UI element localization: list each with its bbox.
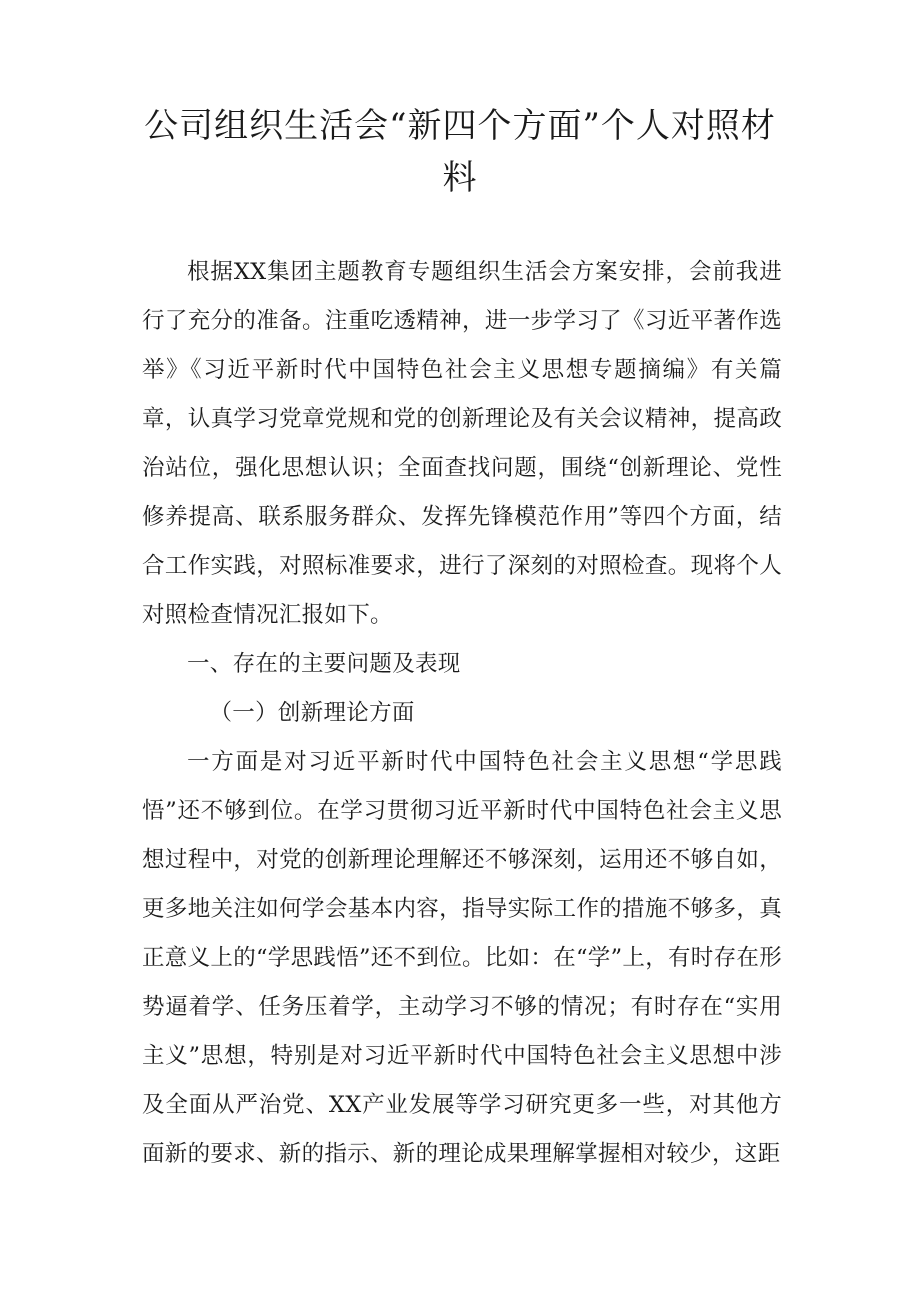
section-heading: 一、存在的主要问题及表现 <box>187 651 461 677</box>
document-body <box>142 248 782 1179</box>
document-title: 公司组织生活会“新四个方面”个人对照材料 <box>144 106 776 198</box>
intro-paragraph: 根据XX集团主题教育专题组织生活会方案安排，会前我进行了充分的准备。注重吃透精神，进一步学习了《习近平著作选举》《习近平新时代中国特色社会主义思想专题摘编》有关篇章，认真学习党章党规和党的创新理论及有关会议精神，提高政治站位，强化思想认识；全面查找问题，围绕“创新理论、党性修养提高、联系服务群众、发挥先锋模范作用”等四个方面，结合工作实践，对照标准要求，进行了深刻的对照检查。现将个人对照检查情况汇报如下。 <box>142 259 782 628</box>
subsection-heading: （一）创新理论方面 <box>209 700 415 726</box>
subsection-paragraph: 一方面是对习近平新时代中国特色社会主义思想“学思践悟”还不够到位。在学习贯彻习近平新时代中国特色社会主义思想过程中，对党的创新理论理解还不够深刻，运用还不够自如，更多地关注如何学会基本内容，指导实际工作的措施不够多，真正意义上的“学思践悟”还不到位。比如：在“学”上，有时存在形势逼着学、任务压着学，主动学习不够的情况；有时存在“实用主义”思想，特别是对习近平新时代中国特色社会主义思想中涉及全面从严治党、XX产业发展等学习研究更多一些，对其他方面新的要求、新的指示、新的理论成果理解掌握相对较少，这距 <box>142 749 783 1167</box>
